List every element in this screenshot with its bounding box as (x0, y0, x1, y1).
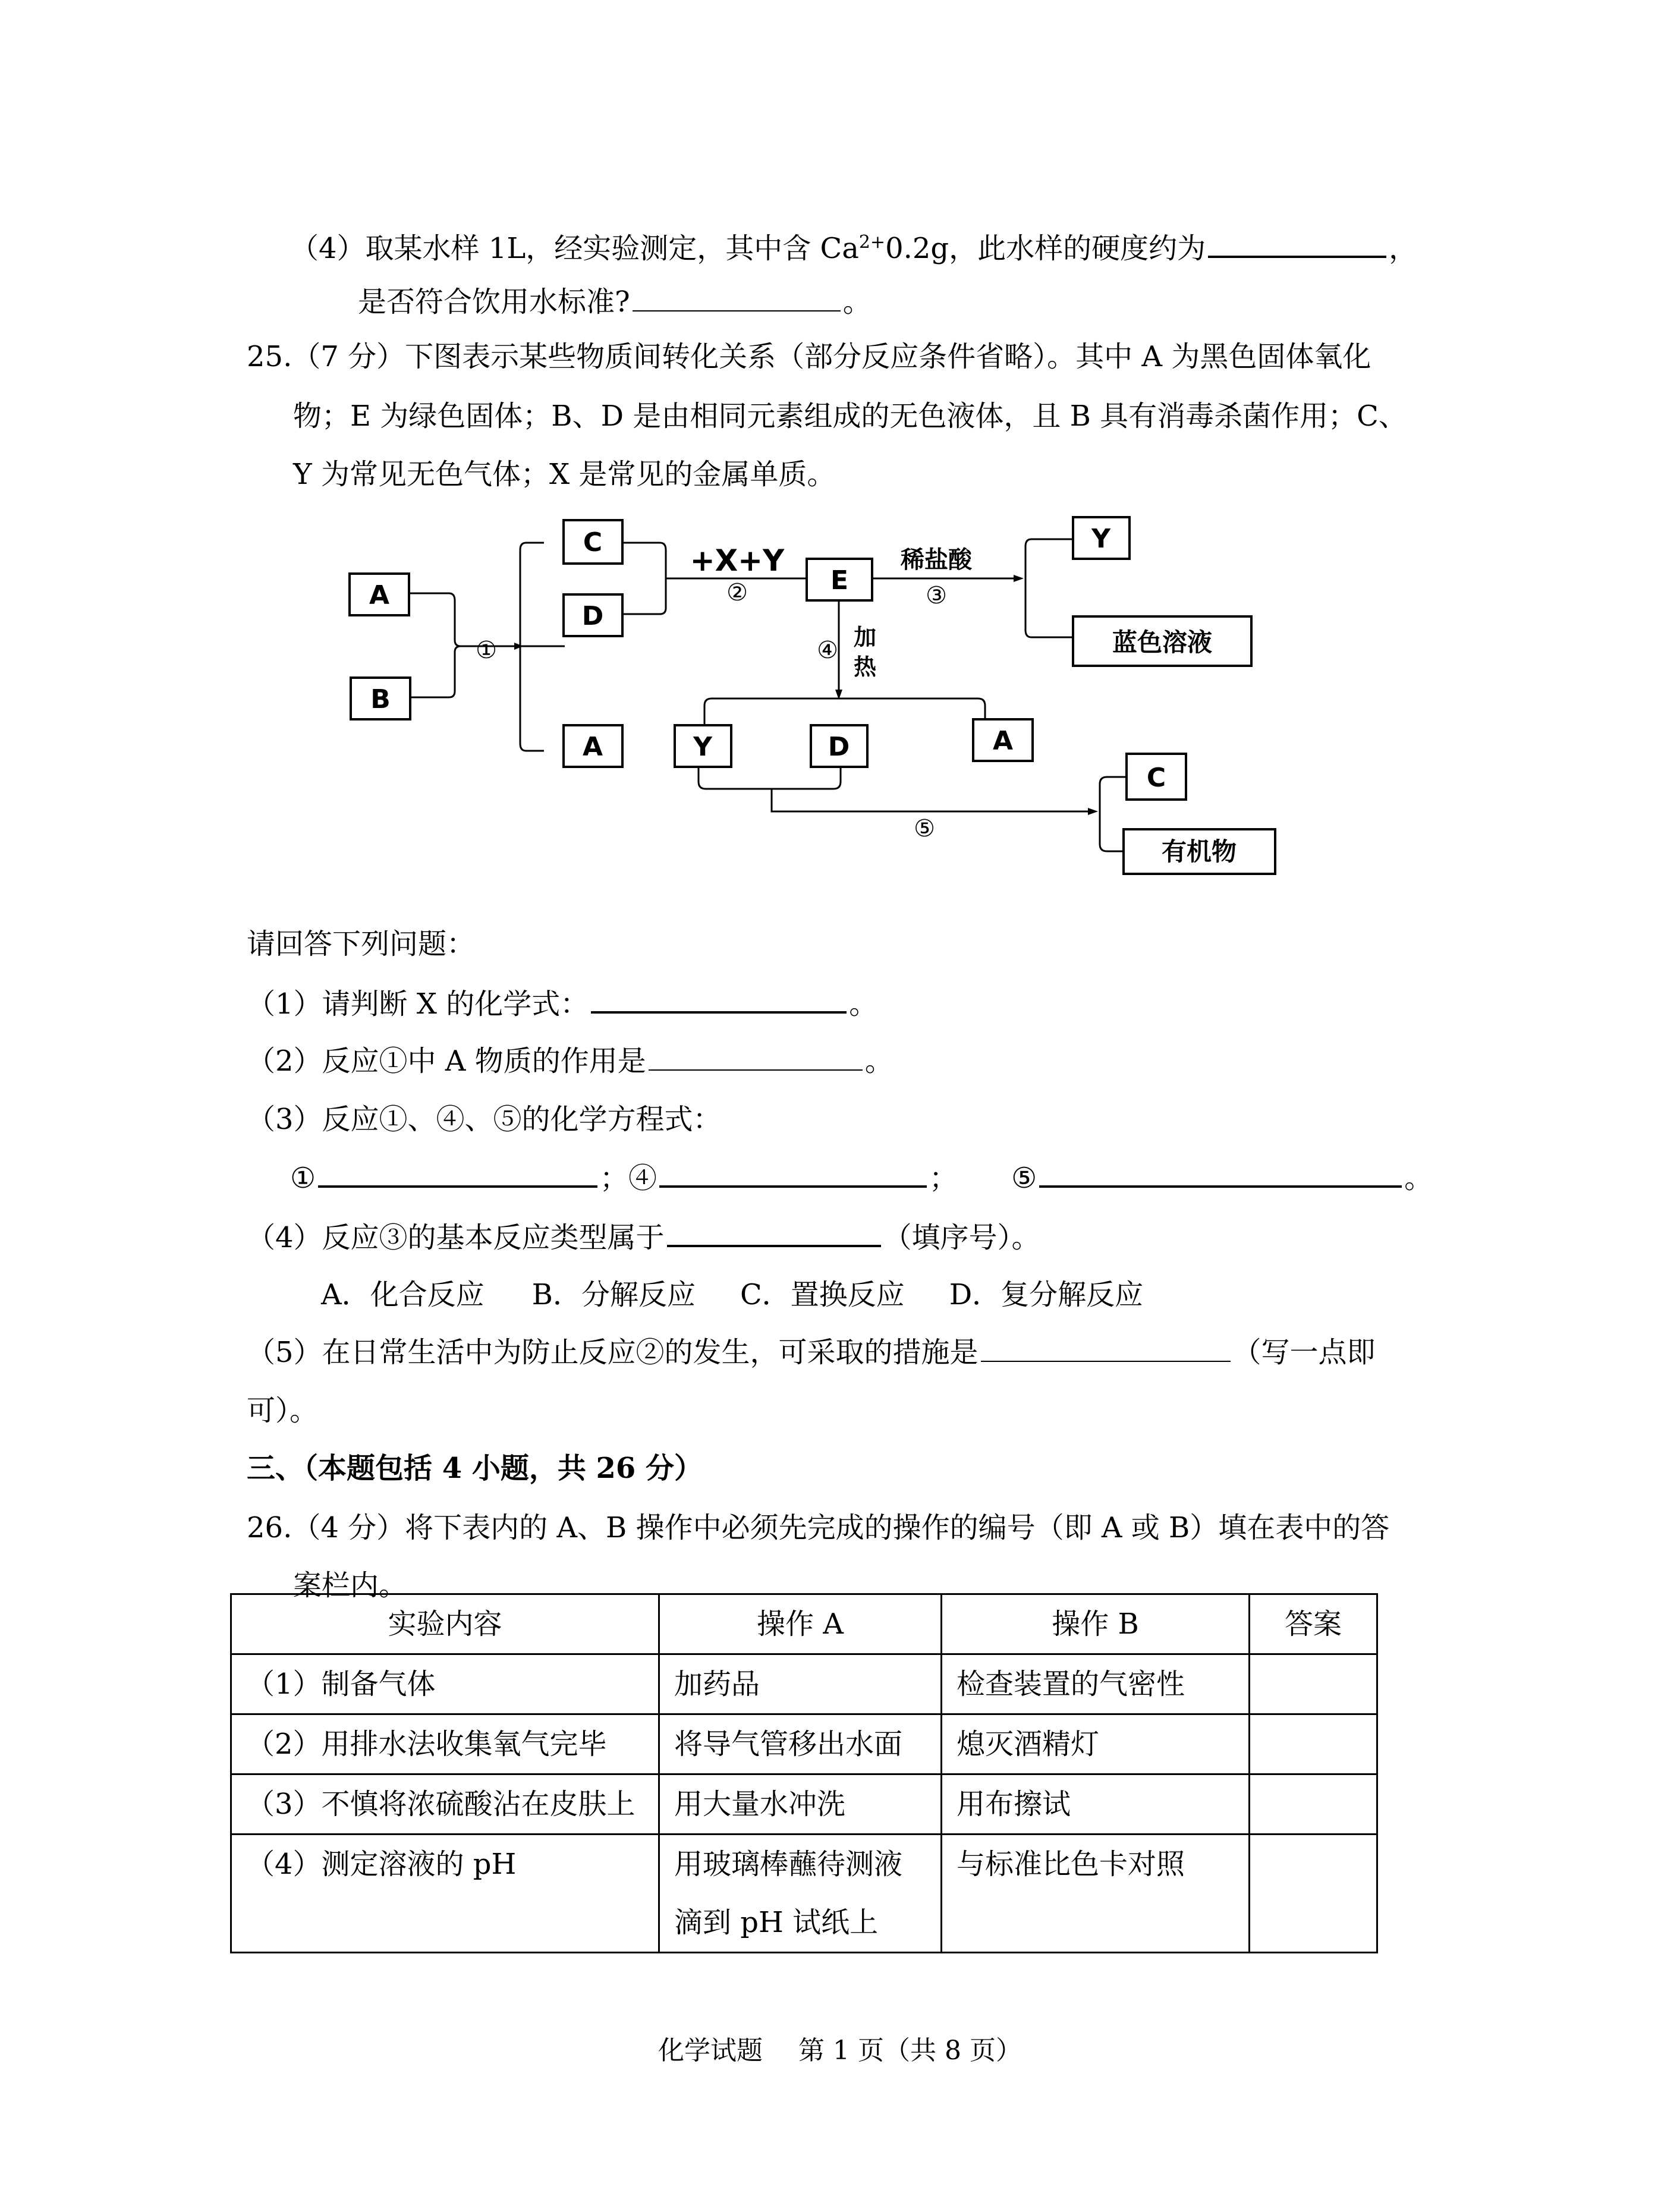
answer-blank[interactable] (659, 1159, 927, 1188)
row-content: （3）不慎将浓硫酸沾在皮肤上 (231, 1774, 659, 1835)
eq-label-1: ① (290, 1162, 316, 1195)
option-a: A．化合反应 (321, 1278, 485, 1311)
q24-4-text-c: ， (1389, 232, 1418, 265)
box-label: 有机物 (1161, 837, 1237, 866)
page-footer (0, 2033, 1680, 2069)
q26-line2: 案栏内。 (293, 1569, 408, 1602)
answer-blank[interactable] (318, 1159, 597, 1188)
answer-blank[interactable] (667, 1219, 881, 1247)
box-label: C (1146, 763, 1166, 793)
acid-label: 稀盐酸 (901, 546, 972, 574)
header-op-b: 操作 B (942, 1594, 1250, 1654)
eq-label-5: ⑤ (1011, 1162, 1037, 1195)
bracket-acid (1025, 539, 1073, 637)
option-b: B．分解反应 (531, 1278, 696, 1311)
q25-sub2-end: 。 (864, 1044, 894, 1078)
answer-blank[interactable] (591, 985, 847, 1014)
section-heading: 三、（本题包括 4 小题，共 26 分） (247, 1452, 703, 1485)
answer-blank[interactable] (649, 1043, 863, 1071)
reaction-label-3: ③ (926, 582, 947, 609)
plus-x-y-label: +X+Y (690, 543, 785, 578)
q24-4-sup: 2+ (858, 232, 886, 253)
q25-options (321, 1277, 1143, 1313)
box-label: Y (693, 732, 712, 762)
box-label: E (830, 565, 849, 596)
option-c: C．置换反应 (740, 1278, 905, 1311)
eq-sep-1: ；④ (600, 1162, 657, 1195)
reaction-label-2: ② (726, 579, 748, 606)
q25-sub4-post: （填序号）。 (883, 1221, 1040, 1254)
table-row (231, 1774, 1377, 1835)
q25-sub5 (247, 1335, 1376, 1370)
arrowhead (1014, 575, 1024, 582)
q25-sub1 (247, 985, 877, 1022)
answer-blank[interactable] (981, 1335, 1231, 1362)
q25-sub5-post: （写一点即 (1232, 1336, 1376, 1369)
arrow-r5 (772, 789, 1088, 811)
answer-blank[interactable] (1208, 229, 1386, 258)
header-op-a: 操作 A (659, 1594, 942, 1654)
q25-sub4-text: （4）反应③的基本反应类型属于 (247, 1221, 665, 1254)
answer-blank[interactable] (633, 284, 841, 311)
reaction-label-5: ⑤ (914, 815, 935, 842)
box-label: C (583, 527, 603, 558)
reaction-label-1: ① (476, 637, 497, 664)
q24-4-line2 (358, 284, 872, 320)
eq-sep-2: ； (929, 1162, 958, 1195)
box-label: D (828, 732, 850, 762)
q24-4-text-d: 是否符合饮用水标准? (358, 285, 630, 319)
arrowhead (514, 643, 523, 650)
q25-sub3: （3）反应①、④、⑤的化学方程式： (247, 1103, 722, 1136)
q24-4-text-b: 0.2g，此水样的硬度约为 (885, 232, 1206, 265)
q25-line1: 25.（7 分）下图表示某些物质间转化关系（部分反应条件省略）。其中 A 为黑色固体氧化 (247, 340, 1371, 373)
eq-end: 。 (1404, 1162, 1433, 1195)
row-op-b: 熄灭酒精灯 (942, 1714, 1250, 1774)
row-answer-cell[interactable] (1250, 1774, 1377, 1835)
row-op-a: 用玻璃棒蘸待测液滴到 pH 试纸上 (659, 1835, 942, 1953)
q25-sub1-end: 。 (849, 987, 878, 1021)
row-op-b: 用布擦试 (942, 1774, 1250, 1835)
table-row (231, 1714, 1377, 1774)
q25-line3: Y 为常见无色气体；X 是常见的金属单质。 (293, 458, 836, 491)
option-d: D．复分解反应 (949, 1278, 1144, 1311)
box-label: 蓝色溶液 (1112, 628, 1213, 657)
box-label: A (992, 726, 1014, 756)
row-op-a: 将导气管移出水面 (659, 1714, 942, 1774)
row-answer-cell[interactable] (1250, 1835, 1377, 1953)
box-label: D (581, 601, 604, 631)
q25-sub5-text: （5）在日常生活中为防止反应②的发生，可采取的措施是 (247, 1336, 979, 1369)
q25-sub1-text: （1）请判断 X 的化学式： (247, 987, 589, 1021)
row-content: （4）测定溶液的 pH (231, 1835, 659, 1953)
q26-line1: 26.（4 分）将下表内的 A、B 操作中必须先完成的操作的编号（即 A 或 B）填在表中的答 (247, 1511, 1390, 1544)
q25-sub2 (247, 1043, 894, 1079)
heat-label-1: 加 (853, 624, 877, 650)
reaction-label-4: ④ (817, 637, 838, 664)
q25-prompt: 请回答下列问题： (247, 927, 476, 961)
heat-label-2: 热 (853, 654, 877, 680)
box-label: B (370, 684, 391, 715)
header-content: 实验内容 (231, 1594, 659, 1654)
row-content: （2）用排水法收集氧气完毕 (231, 1714, 659, 1774)
box-label: A (369, 580, 390, 611)
header-answer: 答案 (1250, 1594, 1377, 1654)
q25-sub4 (247, 1219, 1040, 1256)
q25-sub2-text: （2）反应①中 A 物质的作用是 (247, 1044, 646, 1078)
footer-page-number: 第 1 页（共 8 页） (798, 2035, 1022, 2066)
row-op-b: 与标准比色卡对照 (942, 1835, 1250, 1953)
row-answer-cell[interactable] (1250, 1714, 1377, 1774)
bracket-cd (622, 543, 666, 614)
answer-blank[interactable] (1039, 1159, 1402, 1188)
row-answer-cell[interactable] (1250, 1654, 1377, 1714)
arrowhead (1088, 808, 1098, 815)
table-header-row (231, 1594, 1377, 1654)
operations-table (230, 1593, 1378, 1953)
row-op-a: 加药品 (659, 1654, 942, 1714)
box-label: A (582, 732, 603, 762)
reaction-diagram (333, 508, 1314, 889)
q24-4-text-a: （4）取某水样 1L，经实验测定，其中含 Ca (290, 232, 859, 265)
q25-sub3-equations (290, 1159, 1433, 1196)
bracket-ab (410, 593, 461, 697)
table-row (231, 1835, 1377, 1953)
q25-sub5-line2: 可）。 (247, 1394, 319, 1427)
row-content: （1）制备气体 (231, 1654, 659, 1714)
footer-subject: 化学试题 (658, 2035, 763, 2066)
q24-4-text-e: 。 (842, 285, 872, 319)
box-label: Y (1091, 524, 1110, 554)
table-row (231, 1654, 1377, 1714)
row-op-b: 检查装置的气密性 (942, 1654, 1250, 1714)
q24-4-line1 (290, 225, 1417, 266)
q25-line2: 物；E 为绿色固体；B、D 是由相同元素组成的无色液体，且 B 具有消毒杀菌作用；C、 (293, 399, 1407, 433)
row-op-a: 用大量水冲洗 (659, 1774, 942, 1835)
